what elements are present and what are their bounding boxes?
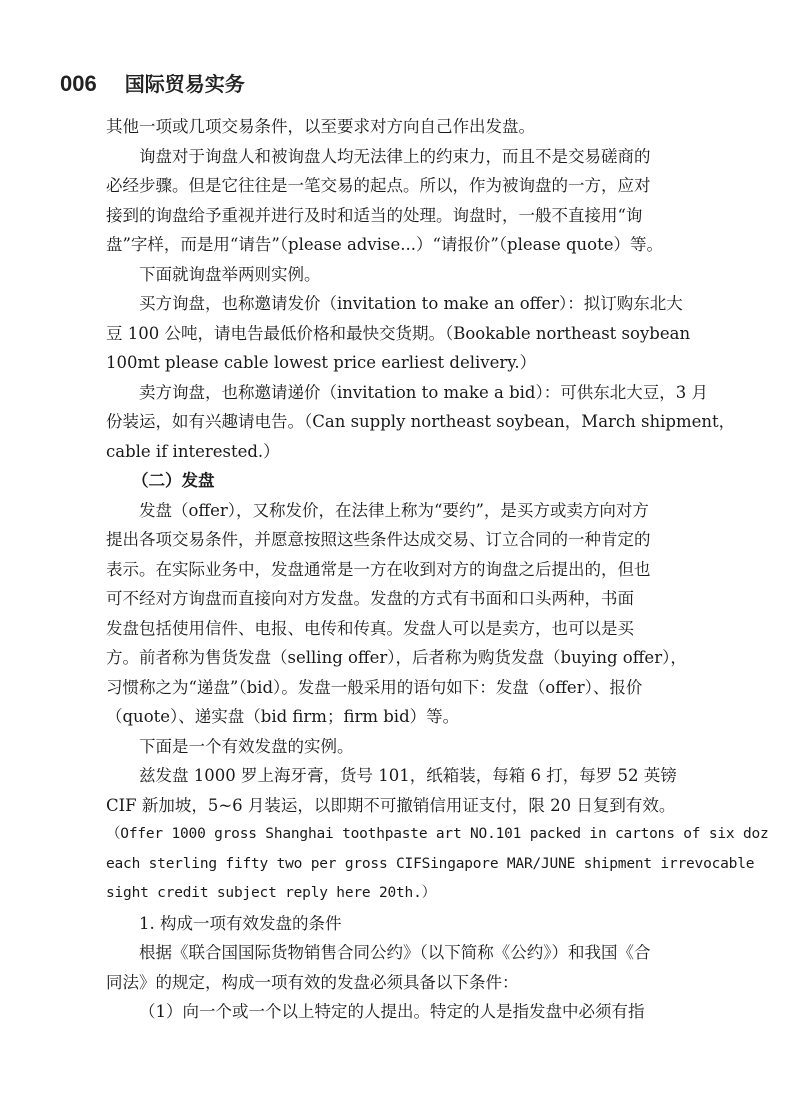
text-line: cable if interested.）	[106, 441, 280, 461]
text-line: （1）向一个或一个以上特定的人提出。特定的人是指发盘中必须有指	[139, 1002, 645, 1021]
text-line: 同法》的规定，构成一项有效的发盘必须具备以下条件：	[106, 972, 519, 992]
text-line: 下面就询盘举两则实例。	[139, 264, 321, 284]
text-line: 询盘对于询盘人和被询盘人均无法律上的约束力，而且不是交易磋商的	[139, 146, 651, 166]
body-text	[106, 112, 769, 1027]
text-line: 可不经对方询盘而直接向对方发盘。发盘的方式有书面和口头两种，书面	[106, 589, 634, 608]
text-line: 提出各项交易条件，并愿意按照这些条件达成交易、订立合同的一种肯定的	[106, 530, 651, 549]
text-line: 100mt please cable lowest price earliest delivery.）	[106, 353, 537, 372]
page-number: 006	[60, 71, 97, 96]
text-line: （Offer 1000 gross Shanghai toothpaste art NO.101 packed in cartons of six doz	[106, 826, 769, 842]
subsection-heading: 1. 构成一项有效发盘的条件	[139, 913, 342, 933]
text-line: 下面是一个有效发盘的实例。	[139, 736, 354, 756]
text-line: sight credit subject reply here 20th.）	[106, 885, 436, 901]
text-line: 份装运，如有兴趣请电告。（Can supply northeast soybean，March shipment，	[106, 412, 736, 431]
text-line: 方。前者称为售货发盘（selling offer），后者称为购货发盘（buying offer），	[106, 648, 687, 667]
text-line: 卖方询盘，也称邀请递价（invitation to make a bid）：可供东北大豆，3 月	[139, 382, 708, 402]
page-header	[60, 68, 245, 97]
text-line: 发盘包括使用信件、电报、电传和传真。发盘人可以是卖方，也可以是买	[106, 618, 634, 638]
text-line: 兹发盘 1000 罗上海牙膏，货号 101，纸箱装，每箱 6 打，每罗 52 英镑	[139, 766, 677, 785]
text-line: 买方询盘，也称邀请发价（invitation to make an offer）：拟订购东北大	[139, 294, 683, 313]
section-heading: （二）发盘	[132, 471, 215, 490]
text-line: 盘”字样，而是用“请告”（please advise...）“请报价”（please quote）等。	[106, 235, 663, 254]
text-line: （quote）、递实盘（bid firm；firm bid）等。	[106, 707, 460, 726]
book-title: 国际贸易实务	[124, 72, 245, 96]
text-line: 表示。在实际业务中，发盘通常是一方在收到对方的询盘之后提出的，但也	[106, 559, 651, 579]
text-line: 豆 100 公吨，请电告最低价格和最快交货期。（Bookable northeast soybean	[106, 323, 691, 343]
text-line: 发盘（offer），又称发价，在法律上称为“要约”，是买方或卖方向对方	[139, 500, 649, 520]
text-line: 习惯称之为“递盘”（bid）。发盘一般采用的语句如下：发盘（offer）、报价	[106, 677, 643, 697]
text-line: 必经步骤。但是它往往是一笔交易的起点。所以，作为被询盘的一方，应对	[106, 176, 651, 195]
text-line: 接到的询盘给予重视并进行及时和适当的处理。询盘时，一般不直接用“询	[106, 205, 643, 225]
text-line: each sterling fifty two per gross CIFSingapore MAR/JUNE shipment irrevocable	[106, 855, 755, 872]
text-line: CIF 新加坡，5~6 月装运，以即期不可撤销信用证支付，限 20 日复到有效。	[106, 795, 676, 815]
text-line: 其他一项或几项交易条件，以至要求对方向自己作出发盘。	[106, 117, 535, 136]
text-line: 根据《联合国国际货物销售合同公约》（以下简称《公约》）和我国《合	[139, 943, 651, 962]
